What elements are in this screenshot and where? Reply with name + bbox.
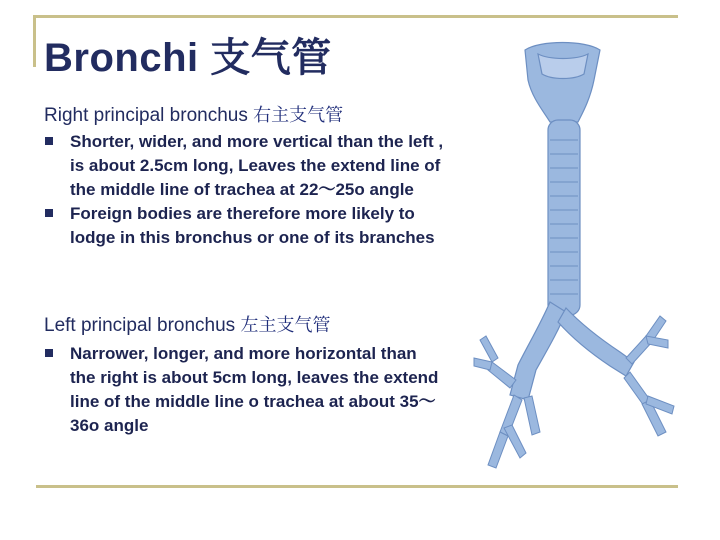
bullet-text: Foreign bodies are therefore more likely to lodge in this bronchus or one of its branches — [70, 204, 435, 247]
frame-line-top — [33, 15, 678, 18]
trachea-bronchi-illustration — [470, 40, 682, 480]
square-bullet-icon — [45, 137, 53, 145]
bullet-item — [44, 202, 444, 250]
bullet-item — [44, 130, 444, 202]
bullet-list-right — [44, 130, 444, 250]
square-bullet-icon — [45, 349, 53, 357]
slide-title-cn: 支气管 — [210, 35, 332, 81]
section-heading-right-en: Right principal bronchus — [44, 105, 248, 126]
bullet-text: Shorter, wider, and more vertical than the left , is about 2.5cm long, Leaves the extend line of the middle line of trachea at 22～25o angle — [70, 132, 444, 199]
slide-title — [44, 26, 332, 83]
section-heading-left — [44, 311, 330, 337]
section-heading-left-cn: 左主支气管 — [240, 315, 331, 336]
bullet-text: Narrower, longer, and more horizontal than the right is about 5cm long, leaves the extend line of the middle line o trachea at about 35～36o angle — [70, 344, 439, 435]
bullet-list-left — [44, 342, 444, 438]
slide-title-en: Bronchi — [44, 36, 199, 80]
frame-line-bottom — [36, 485, 678, 488]
section-heading-right-cn: 右主支气管 — [253, 105, 344, 126]
section-heading-right — [44, 101, 343, 127]
bullet-item — [44, 342, 444, 438]
section-heading-left-en: Left principal bronchus — [44, 315, 236, 336]
square-bullet-icon — [45, 209, 53, 217]
frame-line-left — [33, 15, 36, 67]
